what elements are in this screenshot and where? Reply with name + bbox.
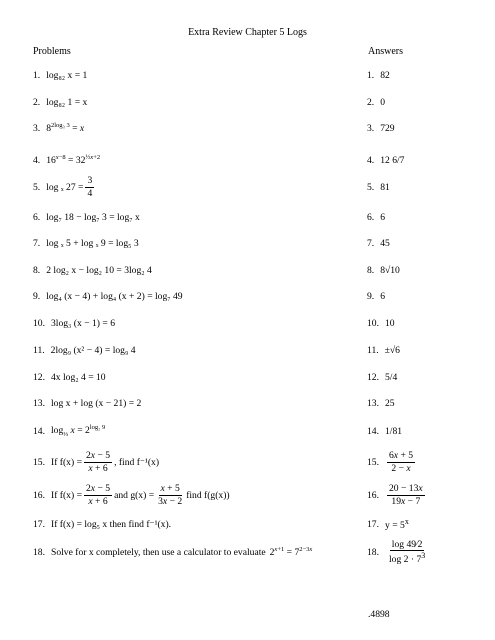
problem-row [0,233,495,253]
answer-number: 7. [367,237,375,249]
problem-number: 1. [33,69,41,81]
problem-expression: 3log₃ (x − 1) = 6 [51,317,115,329]
problem-row [0,393,495,413]
problem-number: 9. [33,290,41,302]
problem-expression: log₈₂ 1 = x [46,96,88,108]
answer-number: 4. [367,154,375,166]
problem-row [0,514,495,534]
answer-value: 0 [380,96,385,108]
answer-fraction: $\frac{6x + 5}{2 - x}$ [389,450,414,474]
problem-row [0,92,495,112]
problem-expression: log₈₂ x = 1 [46,69,88,81]
problem-row [0,485,495,505]
problem-expression: $16^{x-8} = 32^{\frac{1}{2}x+2}$ [46,153,101,167]
problem-number: 11. [33,344,45,356]
problem-number: 10. [33,317,45,329]
answer-number: 10. [367,317,379,329]
fraction: $\frac{3}{4}$ [87,175,93,199]
answer-number: 18. [367,546,379,558]
problem-number: 16. [33,489,45,501]
answers-header: Answers [368,46,403,57]
problem-row [0,286,495,306]
fraction: $\frac{2x - 5}{x + 6}$ [85,450,111,474]
answer-value: 6 [380,211,385,223]
answer-number: 13. [367,397,379,409]
problem-text: , find f⁻¹(x) [114,456,160,468]
problem-number: 4. [33,154,41,166]
problem-text: find f(g(x)) [186,489,230,501]
problem-row [0,260,495,280]
problem-text: If f(x) = [51,489,82,501]
answer-number: 1. [367,69,375,81]
problem-number: 15. [33,456,45,468]
answer-value: 5/4 [385,371,398,383]
problem-expression: $8^{2log_3 3} = x$ [46,121,85,135]
answer-value: $y = 5^x$ [385,516,409,532]
problem-number: 17. [33,518,45,530]
page-title: Extra Review Chapter 5 Logs [188,27,307,38]
answer-value: 81 [380,181,390,193]
answer-value: 25 [385,397,395,409]
answer-number: 6. [367,211,375,223]
answer-value: 45 [380,237,390,249]
problem-text: and g(x) = [114,489,155,501]
answer-value: ±√6 [384,344,400,356]
answer-value: 1/81 [385,425,403,437]
answer-number: 8. [367,264,375,276]
answer-number: 3. [367,122,375,134]
answer-number: 16. [367,489,379,501]
problem-row [0,367,495,387]
problem-expression: If f(x) = log₅ x then find f⁻¹(x). [51,518,172,530]
problem-row [0,65,495,85]
problem-number: 6. [33,211,41,223]
answer-number: 11. [367,344,379,356]
problem-row [0,207,495,227]
problem-expression: $2^{x+1} = 7^{2-3x}$ [269,545,313,559]
problem-expression: log x + log (x − 21) = 2 [51,397,142,409]
problem-number: 3. [33,122,41,134]
problem-row [0,421,495,441]
problem-number: 5. [33,181,41,193]
problem-expression: log ₓ 5 + log ₓ 9 = log₅ 3 [46,237,139,249]
answer-fraction: $\frac{\log 49⁄2}{\log 2 \cdot 7^3}$ [389,538,426,566]
answer-value: 10 [385,317,395,329]
problems-header: Problems [33,46,71,57]
answer-number: 15. [367,456,379,468]
answer-number: 14. [367,425,379,437]
answer-fraction: $\frac{20 - 13x}{19x - 7}$ [389,483,423,507]
problem-text: If f(x) = [51,456,82,468]
fraction: $\frac{2x - 5}{x + 6}$ [85,483,111,507]
problem-row [0,118,495,138]
answer-value: 12 6/7 [380,154,405,166]
problem-row [0,177,495,197]
problem-expression: log₄ (x − 4) + log₄ (x + 2) = log₇ 49 [46,290,183,302]
answer-number: 9. [367,290,375,302]
problem-expression: $\log_{\frac{1}{3}} x = 2^{log_2 9}$ [51,423,106,439]
problem-row [0,150,495,170]
answer-number: 5. [367,181,375,193]
problem-row [0,538,495,566]
problem-expression: 2log₉ (x² − 4) = log₉ 4 [50,344,136,356]
answer-number: 17. [367,518,379,530]
problem-row [0,452,495,472]
fraction: $\frac{x + 5}{3x - 2}$ [158,483,183,507]
problem-text: Solve for x completely, then use a calculator to evaluate [51,546,266,558]
problem-row [0,313,495,333]
problem-number: 8. [33,264,41,276]
answer-value: 729 [380,122,395,134]
problem-number: 14. [33,425,45,437]
answer-number: 2. [367,96,375,108]
problem-number: 13. [33,397,45,409]
problem-expression: 2 log₂ x − log₂ 10 = 3log₂ 4 [46,264,152,276]
problem-number: 2. [33,96,41,108]
answer-value: 6 [380,290,385,302]
answer-number: 12. [367,371,379,383]
problem-number: 7. [33,237,41,249]
problem-expression: 4x log₂ 4 = 10 [51,371,106,383]
problem-row [0,340,495,360]
problem-number: 18. [33,546,45,558]
answer-value: 8√10 [380,264,400,276]
problem-expression: log₇ 18 − log₇ 3 = log₇ x [46,211,140,223]
problem-number: 12. [33,371,45,383]
answer-value: 82 [380,69,390,81]
problem-expression: log ₓ 27 = [46,181,84,193]
answer-18-value: .4898 [368,609,390,620]
